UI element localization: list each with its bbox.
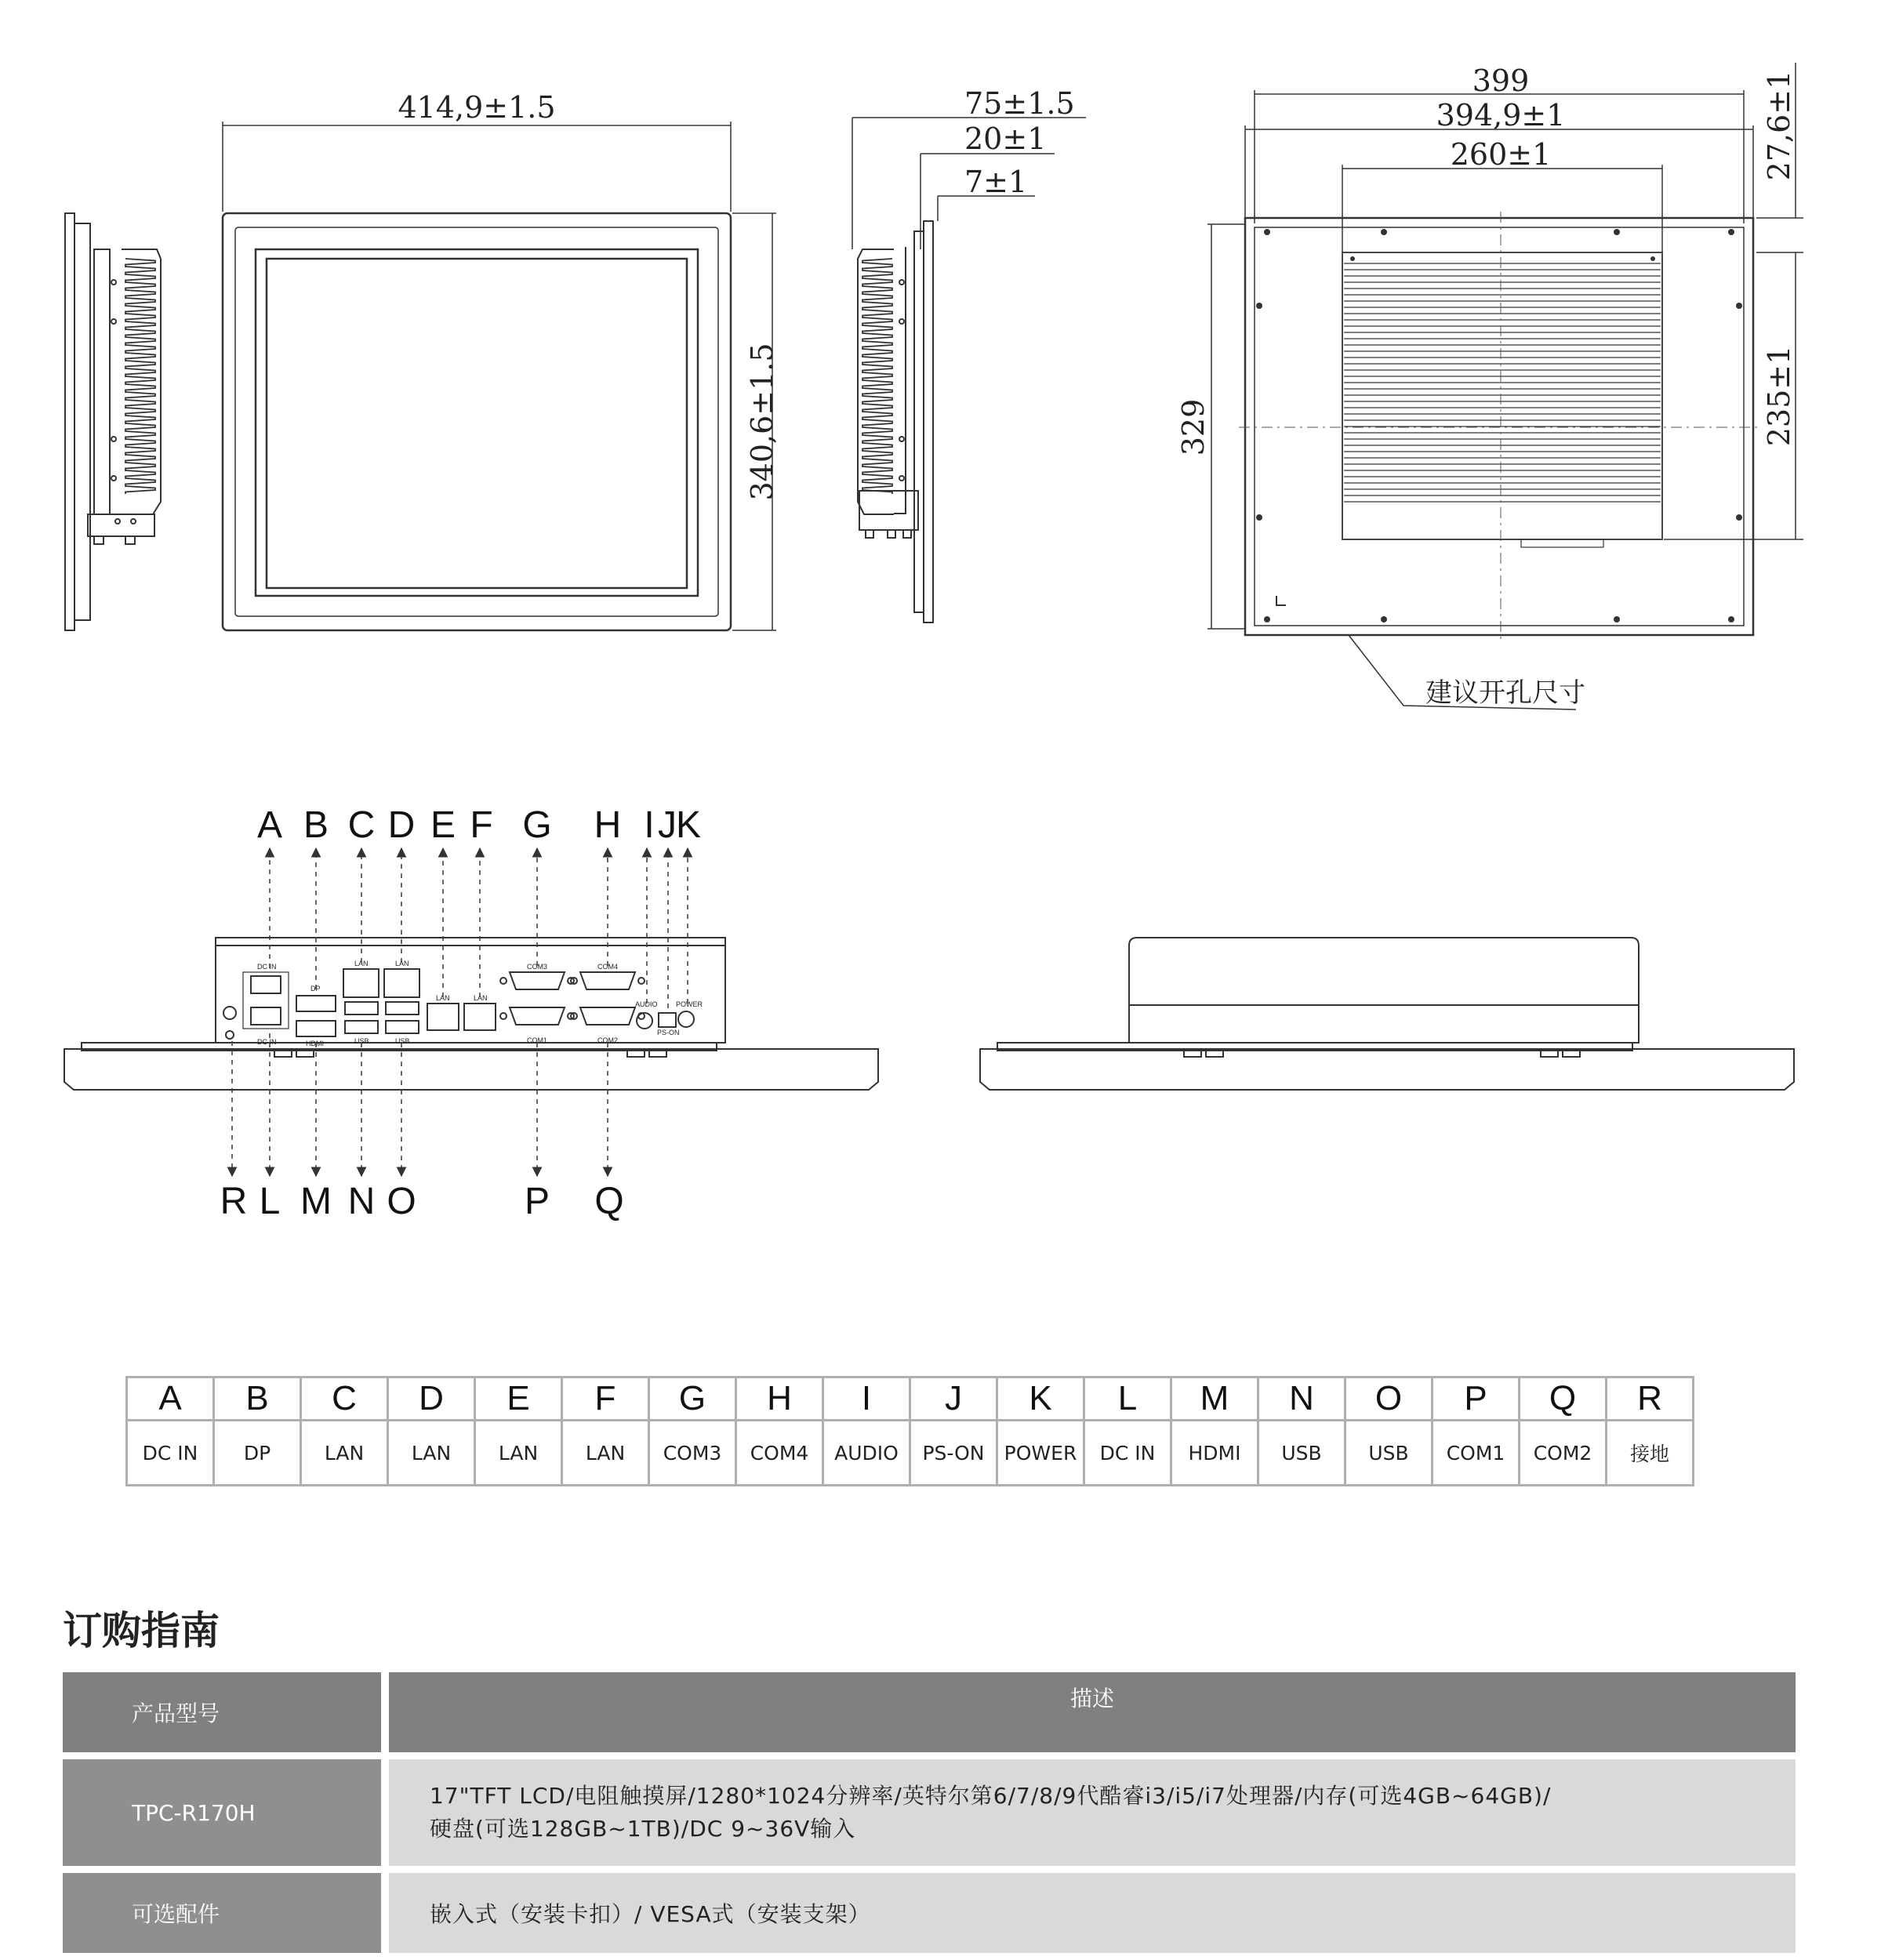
port-name: HDMI xyxy=(1171,1421,1258,1486)
port-name: LAN xyxy=(388,1421,475,1486)
silk-lan3: LAN xyxy=(436,994,450,1002)
callout-letters-bottom xyxy=(220,1181,624,1222)
cutout-note: 建议开孔尺寸 xyxy=(1425,677,1585,709)
io-bottom-view xyxy=(64,938,878,1090)
port-letter: F xyxy=(562,1377,649,1421)
ordering-header-model: 产品型号 xyxy=(63,1672,381,1752)
description-line-1: 17"TFT LCD/电阻触摸屏/1280*1024分辨率/英特尔第6/7/8/9代酷睿i3/i5/i7处理器/内存(可选4GB~64GB)/ xyxy=(430,1783,1552,1809)
port-letter: A xyxy=(127,1377,214,1421)
port-letter: P xyxy=(1433,1377,1520,1421)
callout-d: D xyxy=(387,804,416,846)
ordering-row-label: TPC-R170H xyxy=(63,1759,381,1866)
port-name: COM4 xyxy=(736,1421,823,1486)
callout-e: E xyxy=(430,804,456,846)
port-letter: G xyxy=(649,1377,736,1421)
right-side-view xyxy=(858,221,933,622)
port-name: LAN xyxy=(301,1421,388,1486)
dim-back-mount-height: 235±1 xyxy=(1762,345,1796,447)
dim-front-height: 340,6±1.5 xyxy=(745,343,779,501)
port-letter: I xyxy=(823,1377,910,1421)
port-letter: Q xyxy=(1520,1377,1607,1421)
silk-power: POWER xyxy=(676,1000,703,1008)
silk-lan1: LAN xyxy=(354,960,369,967)
callout-letters-top xyxy=(257,804,701,846)
port-letter: E xyxy=(475,1377,562,1421)
port-letter: K xyxy=(997,1377,1084,1421)
callout-g: G xyxy=(522,804,552,846)
port-name: DP xyxy=(214,1421,301,1486)
ordering-row-description xyxy=(389,1759,1796,1866)
silk-hdmi: HDMI xyxy=(306,1040,324,1047)
ordering-row-accessories xyxy=(63,1873,1796,1953)
dim-back-cutout-width: 394,9±1 xyxy=(1436,98,1566,132)
callout-f: F xyxy=(470,804,493,846)
ordering-title: 订购指南 xyxy=(63,1608,220,1653)
callout-k: K xyxy=(675,804,702,846)
callout-a: A xyxy=(256,804,283,846)
port-name: COM1 xyxy=(1433,1421,1520,1486)
port-name: LAN xyxy=(562,1421,649,1486)
port-letters-row xyxy=(127,1377,1694,1421)
callout-h: H xyxy=(594,804,622,846)
left-side-view xyxy=(65,213,161,630)
port-letter: L xyxy=(1084,1377,1171,1421)
silk-com4: COM4 xyxy=(597,963,619,971)
port-letter: M xyxy=(1171,1377,1258,1421)
port-names-row xyxy=(127,1421,1694,1486)
back-view xyxy=(1239,212,1760,643)
port-letter: N xyxy=(1258,1377,1345,1421)
callout-j: J xyxy=(658,804,677,846)
ordering-header-row xyxy=(63,1672,1796,1752)
silk-lan2: LAN xyxy=(395,960,409,967)
port-name: POWER xyxy=(997,1421,1084,1486)
silk-com3: COM3 xyxy=(527,963,548,971)
ordering-table xyxy=(63,1672,1796,1960)
callout-i: I xyxy=(644,804,655,846)
port-letter: R xyxy=(1607,1377,1694,1421)
port-letter: H xyxy=(736,1377,823,1421)
silk-dcin-bottom: DC IN xyxy=(257,1038,277,1046)
callout-b: B xyxy=(303,804,329,846)
port-letter: C xyxy=(301,1377,388,1421)
callout-n: N xyxy=(347,1181,376,1222)
silk-pson: PS-ON xyxy=(657,1029,680,1036)
silk-dcin-top: DC IN xyxy=(257,963,277,971)
dim-side-bezel: 7±1 xyxy=(964,165,1028,199)
port-name: AUDIO xyxy=(823,1421,910,1486)
port-letter: B xyxy=(214,1377,301,1421)
port-name: DC IN xyxy=(1084,1421,1171,1486)
dim-back-mount-width: 260±1 xyxy=(1450,137,1552,172)
description-line-2: 硬盘(可选128GB~1TB)/DC 9~36V输入 xyxy=(430,1816,856,1842)
port-letter: J xyxy=(910,1377,997,1421)
dim-back-cutout-height: 329 xyxy=(1176,398,1211,456)
dim-front-width: 414,9±1.5 xyxy=(398,90,556,125)
silk-usb1: USB xyxy=(354,1037,369,1045)
port-name: COM3 xyxy=(649,1421,736,1486)
port-name: LAN xyxy=(475,1421,562,1486)
port-name: DC IN xyxy=(127,1421,214,1486)
callout-l: L xyxy=(259,1181,281,1222)
ordering-row-model xyxy=(63,1759,1796,1866)
silk-dp: DP xyxy=(310,985,321,993)
front-view xyxy=(223,213,731,630)
callout-m: M xyxy=(300,1181,332,1222)
callout-q: Q xyxy=(594,1181,624,1222)
port-letter: D xyxy=(388,1377,475,1421)
port-letter: O xyxy=(1345,1377,1433,1421)
silk-com2: COM2 xyxy=(597,1036,619,1044)
port-name: 接地 xyxy=(1607,1421,1694,1486)
ordering-row-description: 嵌入式（安装卡扣）/ VESA式（安装支架） xyxy=(389,1873,1796,1953)
port-name: PS-ON xyxy=(910,1421,997,1486)
dim-back-top-offset: 27,6±1 xyxy=(1762,70,1796,181)
front-dimensions xyxy=(223,122,776,630)
port-name: USB xyxy=(1345,1421,1433,1486)
callout-r: R xyxy=(220,1181,248,1222)
port-name: COM2 xyxy=(1520,1421,1607,1486)
ordering-row-label: 可选配件 xyxy=(63,1873,381,1953)
callout-p: P xyxy=(524,1181,550,1222)
dim-side-depth-mid: 20±1 xyxy=(964,122,1047,156)
port-legend-table xyxy=(125,1376,1694,1486)
ordering-header-description: 描述 xyxy=(389,1672,1796,1752)
silk-usb2: USB xyxy=(395,1037,410,1045)
dim-side-depth-total: 75±1.5 xyxy=(964,86,1075,121)
silk-com1: COM1 xyxy=(527,1036,548,1044)
port-name: USB xyxy=(1258,1421,1345,1486)
callout-o: O xyxy=(387,1181,416,1222)
callout-c: C xyxy=(347,804,376,846)
dim-back-outer-width: 399 xyxy=(1472,64,1530,98)
silk-audio: AUDIO xyxy=(635,1000,658,1008)
top-view xyxy=(980,938,1794,1090)
silk-lan4: LAN xyxy=(474,994,488,1002)
